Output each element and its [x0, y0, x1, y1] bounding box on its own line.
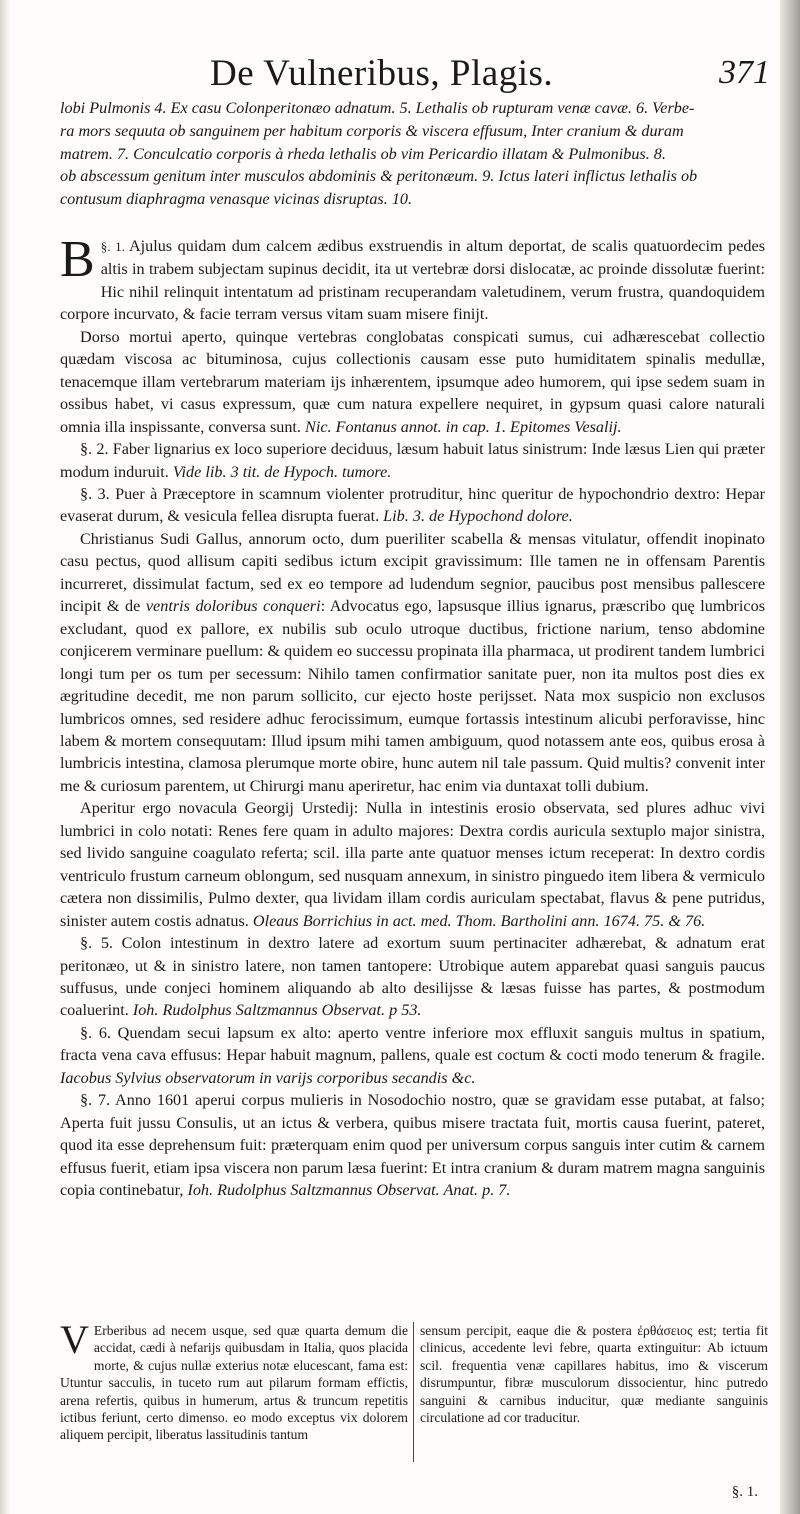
drop-cap: V	[60, 1317, 89, 1362]
summary-line: matrem. 7. Conculcatio corporis à rheda lethalis ob vim Pericardio illatam & Pulmonibus. 8.	[60, 144, 666, 163]
section-text: §. 2. Faber lignarius ex loco superiore deciduus, læsum habuit latus sinistrum: Inde læsus Lien qui præter modum induruit.	[60, 440, 765, 481]
running-title: De Vulneribus, Plagis.	[210, 53, 554, 94]
section-text: Dorso mortui aperto, quinque vertebras conglobatas conspicati sumus, cui adhærescebat collectio quædam viscosa ac bituminosa, cujus collectionis causam esse puto humiditatem spinalis medullæ, tenacemque illam vertebrarum materiam ijs inhærentem, ipsumque adeo humorem, qui ipse sedem suam in ossibus habet, vi casus expressum, quæ cum natura expellere nequiret, in gypsum quasi calore naturali omnia illa inspissante, conversa sunt.	[60, 327, 765, 436]
citation: Ioh. Rudolphus Saltzmannus Observat. Anat. p. 7.	[187, 1181, 511, 1200]
section-text: Christianus Sudi Gallus, annorum octo, dum pueriliter scabella & mensas vitulatur, offendit inopinato casu pectus, quod allisum capiti sedibus ictum excipit gravissimum: Ille tamen ne in offensam Parentis incurreret, dissimulat factum, sed ex eo tempore ad ludendum segnior, paucibus post mensibus pallescere incipit & de	[60, 529, 765, 616]
footer-column-right	[420, 1322, 768, 1426]
section-text: Ajulus quidam dum calcem ædibus exstruendis in altum deportat, de scalis quatuordecim pedes altis in trabem subjectam supinus decidit, ita ut vertebræ dorsi dislocatæ, ac proinde dissolutæ fuerint: Hic nihil relinquit intentatum ad pristinam recuperandam valetudinem, verum frustra, quandoquidem corpore incurvato, & facie terram versus vitam suam misere finijt.	[60, 237, 766, 324]
section-1	[60, 231, 766, 326]
section-text: Aperitur ergo novacula Georgij Urstedij: Nulla in intestinis erosio observata, sed plures adhuc vivi lumbrici in colo notati: Renes fere quam in adulto majores: Dextra cordis auricula sextuplo major sinistra, sed livido sanguine coagulato referta; scil. illa parte ante quatuor menses ictum receperat: In dextro cordis ventriculo frustum carneum oblongum, sed nusquam annexum, in sinistro pinguedo item libera & vermiculo cætera non dissimilis, Pulmo dexter, qua lividam illam cordis auriculam spectabat, flavus & pene putridus, sinister autem costis adnatus.	[60, 799, 765, 930]
summary-line: ra mors sequuta ob sanguinem per habitum corporis & viscera effusum, Inter cranium & duram	[60, 121, 684, 140]
citation: Ioh. Rudolphus Saltzmannus Observat. p 53.	[132, 1001, 422, 1020]
footer-column-left	[60, 1317, 408, 1444]
section-4-paragraph-2	[60, 797, 765, 932]
section-text: §. 5. Colon intestinum in dextro latere ad exortum suum pertinaciter adhærebat, & adnatum erat peritonæo, ut & in sinistro latere, non tamen tantopere: Utrobique autem apparebat quasi sanguis paucus suffusus, unde conjeci hominem aliquando ab alto desilijsse & læsas fuisse has partes, & postmodum coaluerint.	[60, 934, 765, 1020]
page-edge-shadow	[0, 0, 10, 1514]
citation: Vide lib. 3 tit. de Hypoch. tumore.	[172, 462, 392, 481]
section-mark: §. 1.	[100, 239, 125, 254]
section-text: §. 6. Quendam secui lapsum ex alto: aperto ventre inferiore mox effluxit sanguis multus in spatium, fracta vena cava effusus: Hepar habuit magnum, pallens, quale est coctum & cocti modo tenerum & fragile.	[60, 1023, 765, 1065]
citation: Nic. Fontanus annot. in cap. 1. Epitomes Vesalij.	[305, 417, 622, 436]
main-text	[60, 231, 766, 1201]
section-5	[60, 932, 765, 1022]
column-text: sensum percipit, eaque die & postera ἐρθάσειος est; tertia fit clinicus, accedente levi febre, quarta extinguitur: Ab ictuum scil. frequentia venæ capillares habitus, imo & viscerum disrumpuntur, fibræ musculorum dissocientur, hinc putredo sanguini & carnibus inducitur, quæ mediante sanguinis circulatione ad cor traducitur.	[420, 1323, 768, 1426]
footer-two-columns	[60, 1317, 770, 1467]
citation: Lib. 3. de Hypochond dolore.	[383, 507, 573, 526]
section-4	[60, 528, 765, 797]
summary-line: lobi Pulmonis 4. Ex casu Colonperitonæo adnatum. 5. Lethalis ob rupturam venæ cavæ. 6. Verbe-	[60, 99, 695, 117]
column-text: Erberibus ad necem usque, sed quæ quarta demum die accidat, cædi à nefarijs quibusdam in Italia, quos placida morte, & cujus nullæ exterius notæ elucescant, fama est: Utuntur sacculis, in tuceto rum aut pilarum formam effictis, arena refertis, quibus in humerum, artus & truncum repetitis ictibus feriunt, certo dimenso. eo modo exceptus vix dolorem aliquem percipit, liberatus lassitudinis tantum	[60, 1323, 408, 1443]
section-6	[60, 1022, 765, 1089]
page-number: 371	[719, 54, 770, 91]
section-text: §. 7. Anno 1601 aperui corpus mulieris in Nosodochio nostro, quæ se gravidam esse putabat, at falso; Aperta fuit jussu Consulis, ut an ictus & verbera, quibus misere tractata fuit, mortis causa fuerint, pateret, quod ita esse deprehensum fuit: præterquam enim quod per universum corpus sanguis inter cutim & carnem effusus fuerit, etiam ipsa viscera non parum læsa fuerint: Et intra cranium & duram matrem magna sanguinis copia continebatur,	[60, 1091, 766, 1200]
summary-line: ob abscessum genitum inter musculos abdominis & peritonæum. 9. Ictus lateri inflictus lethalis ob	[60, 167, 698, 186]
citation: Iacobus Sylvius observatorum in varijs corporibus secandis &c.	[60, 1068, 476, 1087]
section-2	[60, 438, 765, 483]
section-text: : Advocatus ego, lapsusque illius ignarus, præscribo quę lumbricos excludant, quod ex pallore, ex nubilis sub oculo utroque ductibus, frictione narium, tenso abdomine conjicerem verminare puellum: & quidem eo successu propinata illa pharmaca, ut prodirent tandem lumbrici longi tum per os tum per secessum: Nihilo tamen confirmatior sanitate puer, non ita multos post dies ex ægritudine decedit, me non parum sollicito, cur ejecto hoste perijsset. Nata mox suspicio non exclusos lumbricos omnes, sed residere adhuc ferocissimum, eumque fortassis intestinum alicubi perforavisse, hinc labem & mortem consequutam: Illud ipsum mihi tamen ambiguum, quod notassem ante eos, quibus erosa à lumbricis intestina, clamosa plerumque morte obire, hunc autem nil tale passum. Quid multis? convenit inter me & curiosum parentem, ut Chirurgi manu aperiretur, hac enim via duntaxat tolli dubium.	[60, 597, 766, 795]
section-1-paragraph-2	[60, 326, 765, 438]
chapter-summary	[60, 97, 765, 211]
page-header	[210, 52, 770, 96]
section-7	[60, 1089, 765, 1201]
citation: Oleaus Borrichius in act. med. Thom. Bartholini ann. 1674. 75. & 76.	[252, 911, 706, 930]
emphasis: ventris doloribus conqueri	[145, 597, 321, 616]
catchword: §. 1.	[731, 1484, 758, 1500]
section-text: §. 3. Puer à Præceptore in scamnum violenter protruditur, hinc queritur de hypochondrio dextro: Hepar evaserat durum, & vesicula fellea disrupta fuerat.	[60, 484, 765, 526]
section-3	[60, 483, 765, 528]
summary-line: contusum diaphragma venasque vicinas disruptas. 10.	[60, 190, 413, 209]
column-divider	[413, 1322, 414, 1462]
drop-cap: B	[60, 231, 95, 288]
binding-gutter	[780, 0, 800, 1514]
